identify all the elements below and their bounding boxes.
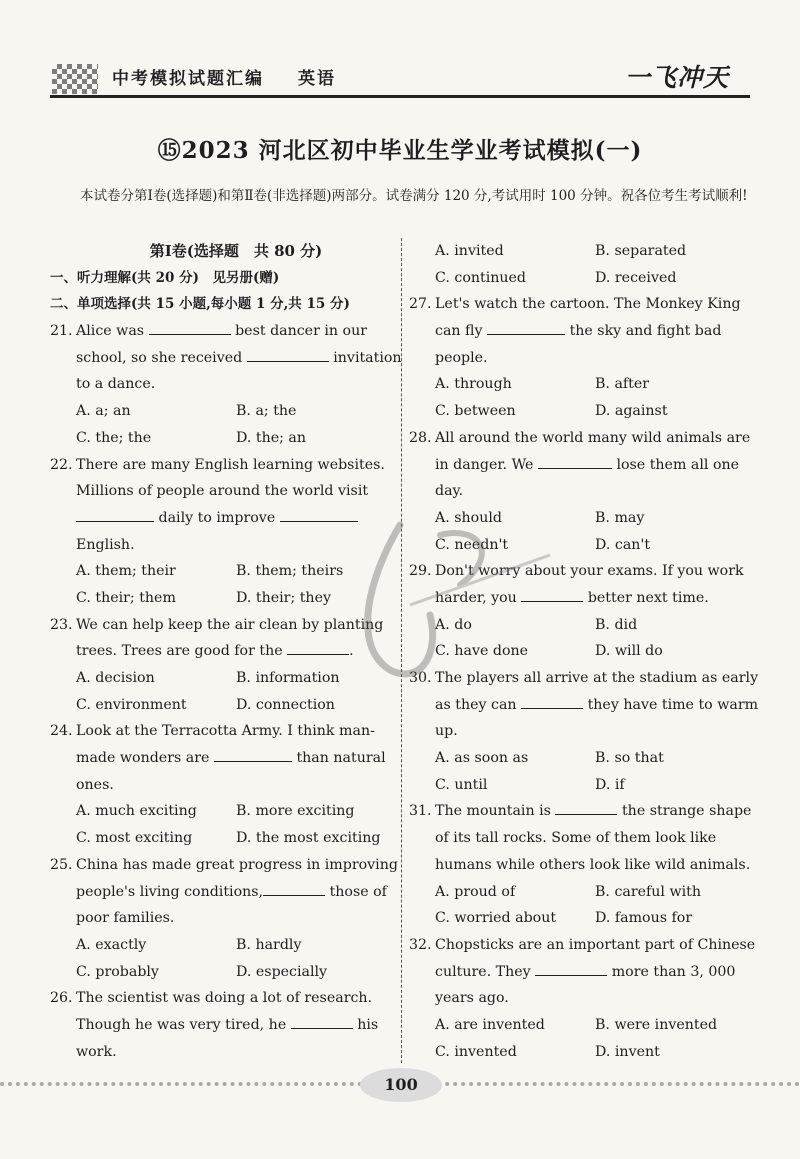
option-d[interactable]: D. invent bbox=[595, 1043, 660, 1060]
option-b[interactable]: B. more exciting bbox=[236, 803, 355, 820]
question-32: 32. Chopsticks are an important part of Chinese culture. They more than 3, 000 years ago. A. are invented B. were invented C. invented D. invent bbox=[435, 932, 755, 1065]
option-c[interactable]: C. worried about bbox=[435, 910, 557, 927]
option-b[interactable]: B. after bbox=[595, 376, 650, 393]
option-a[interactable]: A. as soon as bbox=[435, 750, 529, 767]
answer-blank[interactable] bbox=[521, 694, 583, 709]
answer-blank[interactable] bbox=[487, 320, 565, 335]
option-d[interactable]: D. the most exciting bbox=[236, 830, 381, 847]
option-a[interactable]: A. them; their bbox=[76, 563, 176, 580]
part-listening: 一、听力理解(共 20 分) 见另册(赠) bbox=[50, 269, 280, 286]
answer-blank[interactable] bbox=[538, 454, 612, 469]
answer-blank[interactable] bbox=[555, 800, 617, 815]
subject-label: 英语 bbox=[298, 69, 336, 89]
answer-blank[interactable] bbox=[280, 507, 358, 522]
option-d[interactable]: D. will do bbox=[595, 643, 663, 660]
option-b[interactable]: B. them; theirs bbox=[236, 563, 344, 580]
checker-logo-icon bbox=[52, 64, 98, 94]
option-d[interactable]: D. connection bbox=[236, 696, 335, 713]
page-header bbox=[0, 0, 800, 110]
option-a[interactable]: A. through bbox=[435, 376, 512, 393]
question-26: 26. The scientist was doing a lot of research. Though he was very tired, he his work. bbox=[76, 985, 396, 1065]
option-b[interactable]: B. a; the bbox=[236, 403, 297, 420]
question-number: 22. bbox=[50, 456, 73, 473]
answer-blank[interactable] bbox=[535, 961, 607, 976]
option-a[interactable]: A. are invented bbox=[435, 1016, 545, 1033]
option-c[interactable]: C. probably bbox=[76, 963, 159, 980]
option-b[interactable]: B. information bbox=[236, 670, 340, 686]
option-c[interactable]: C. most exciting bbox=[76, 830, 193, 847]
option-c[interactable]: C. invented bbox=[435, 1043, 517, 1060]
option-a[interactable]: A. decision bbox=[76, 670, 155, 686]
left-column bbox=[50, 238, 402, 1065]
option-c[interactable]: C. have done bbox=[435, 643, 529, 660]
question-number: 25. bbox=[50, 856, 73, 873]
option-c[interactable]: C. continued bbox=[435, 269, 526, 286]
option-a[interactable]: A. a; an bbox=[76, 403, 131, 420]
brand-logo: 一飞冲天 bbox=[625, 63, 730, 92]
exam-intro: 本试卷分第Ⅰ卷(选择题)和第Ⅱ卷(非选择题)两部分。试卷满分 120 分,考试用时 100 分钟。祝各位考生考试顺利! bbox=[80, 188, 748, 204]
question-25: 25. China has made great progress in improving people's living conditions, those of poor families. A. exactly B. hardly C. probably D. especially bbox=[76, 852, 396, 985]
question-number: 32. bbox=[409, 936, 432, 953]
option-c[interactable]: C. environment bbox=[76, 696, 187, 713]
question-number: 23. bbox=[50, 616, 73, 633]
option-d[interactable]: D. against bbox=[595, 403, 668, 420]
question-number: 26. bbox=[50, 990, 73, 1007]
page-number: 100 bbox=[360, 1068, 442, 1102]
option-d[interactable]: D. if bbox=[595, 776, 625, 793]
option-c[interactable]: C. until bbox=[435, 776, 488, 793]
option-c[interactable]: C. between bbox=[435, 403, 516, 420]
answer-blank[interactable] bbox=[214, 747, 292, 762]
option-b[interactable]: B. were invented bbox=[595, 1016, 718, 1033]
option-c[interactable]: C. needn't bbox=[435, 536, 509, 553]
option-b[interactable]: B. careful with bbox=[595, 883, 701, 900]
answer-blank[interactable] bbox=[149, 320, 231, 335]
series-title: 中考模拟试题汇编 bbox=[112, 69, 264, 89]
question-number: 27. bbox=[409, 296, 432, 313]
option-c[interactable]: C. their; them bbox=[76, 589, 176, 606]
option-d[interactable]: D. received bbox=[595, 269, 677, 286]
question-number: 30. bbox=[409, 670, 432, 686]
question-number: 29. bbox=[409, 563, 432, 580]
option-b[interactable]: B. hardly bbox=[236, 936, 302, 953]
question-29: 29. Don't worry about your exams. If you work harder, you better next time. A. do B. did C. have done D. will do bbox=[435, 558, 755, 665]
header-rule bbox=[50, 95, 750, 98]
question-24: 24. Look at the Terracotta Army. I think man- made wonders are than natural ones. A. much exciting B. more exciting C. most exciting D. the most exciting bbox=[76, 718, 396, 851]
question-number: 28. bbox=[409, 429, 432, 446]
question-number: 24. bbox=[50, 723, 73, 740]
part-single-choice: 二、单项选择(共 15 小题,每小题 1 分,共 15 分) bbox=[50, 296, 350, 313]
option-b[interactable]: B. so that bbox=[595, 750, 664, 767]
option-a[interactable]: A. do bbox=[435, 616, 472, 633]
answer-blank[interactable] bbox=[247, 347, 329, 362]
option-a[interactable]: A. much exciting bbox=[76, 803, 197, 820]
option-b[interactable]: B. separated bbox=[595, 243, 687, 259]
option-d[interactable]: D. their; they bbox=[236, 589, 331, 606]
answer-blank[interactable] bbox=[291, 1014, 353, 1029]
option-b[interactable]: B. may bbox=[595, 509, 645, 526]
question-21: 21. Alice was best dancer in our school, so she received invitation to a dance. A. a; an B. a; the C. the; the D. the; an bbox=[76, 318, 396, 451]
answer-blank[interactable] bbox=[76, 507, 154, 522]
question-31: 31. The mountain is the strange shape of its tall rocks. Some of them look like humans while others look like wild animals. A. proud of B. careful with C. worried about D. famous for bbox=[435, 798, 755, 931]
exam-title: ⑮2023 河北区初中毕业生学业考试模拟(一) bbox=[157, 137, 643, 164]
answer-blank[interactable] bbox=[287, 640, 349, 655]
option-b[interactable]: B. did bbox=[595, 616, 638, 633]
option-a[interactable]: A. exactly bbox=[76, 936, 147, 953]
option-d[interactable]: D. can't bbox=[595, 536, 651, 553]
option-d[interactable]: D. famous for bbox=[595, 910, 693, 927]
question-23: 23. We can help keep the air clean by planting trees. Trees are good for the . A. decision B. information C. environment D. connection bbox=[76, 612, 396, 719]
section-heading: 第Ⅰ卷(选择题 共 80 分) bbox=[149, 242, 323, 260]
option-d[interactable]: D. the; an bbox=[236, 429, 307, 446]
question-30: 30. The players all arrive at the stadium as early as they can they have time to warm up. A. as soon as B. so that C. until D. if bbox=[435, 665, 755, 798]
question-number: 31. bbox=[409, 803, 432, 820]
question-27: 27. Let's watch the cartoon. The Monkey King can fly the sky and fight bad people. A. through B. after C. between D. against bbox=[435, 291, 755, 424]
option-c[interactable]: C. the; the bbox=[76, 429, 152, 446]
option-a[interactable]: A. invited bbox=[435, 243, 504, 259]
question-22: 22. There are many English learning websites. Millions of people around the world visit daily to improve English. A. them; their B. them; theirs C. their; them D. their; they bbox=[76, 452, 396, 612]
option-a[interactable]: A. should bbox=[435, 509, 502, 526]
option-d[interactable]: D. especially bbox=[236, 963, 328, 980]
right-column bbox=[409, 238, 759, 1065]
answer-blank[interactable] bbox=[521, 587, 583, 602]
option-a[interactable]: A. proud of bbox=[435, 883, 516, 900]
answer-blank[interactable] bbox=[263, 881, 325, 896]
question-28: 28. All around the world many wild animals are in danger. We lose them all one day. A. should B. may C. needn't D. can't bbox=[435, 425, 755, 558]
question-number: 21. bbox=[50, 323, 73, 340]
